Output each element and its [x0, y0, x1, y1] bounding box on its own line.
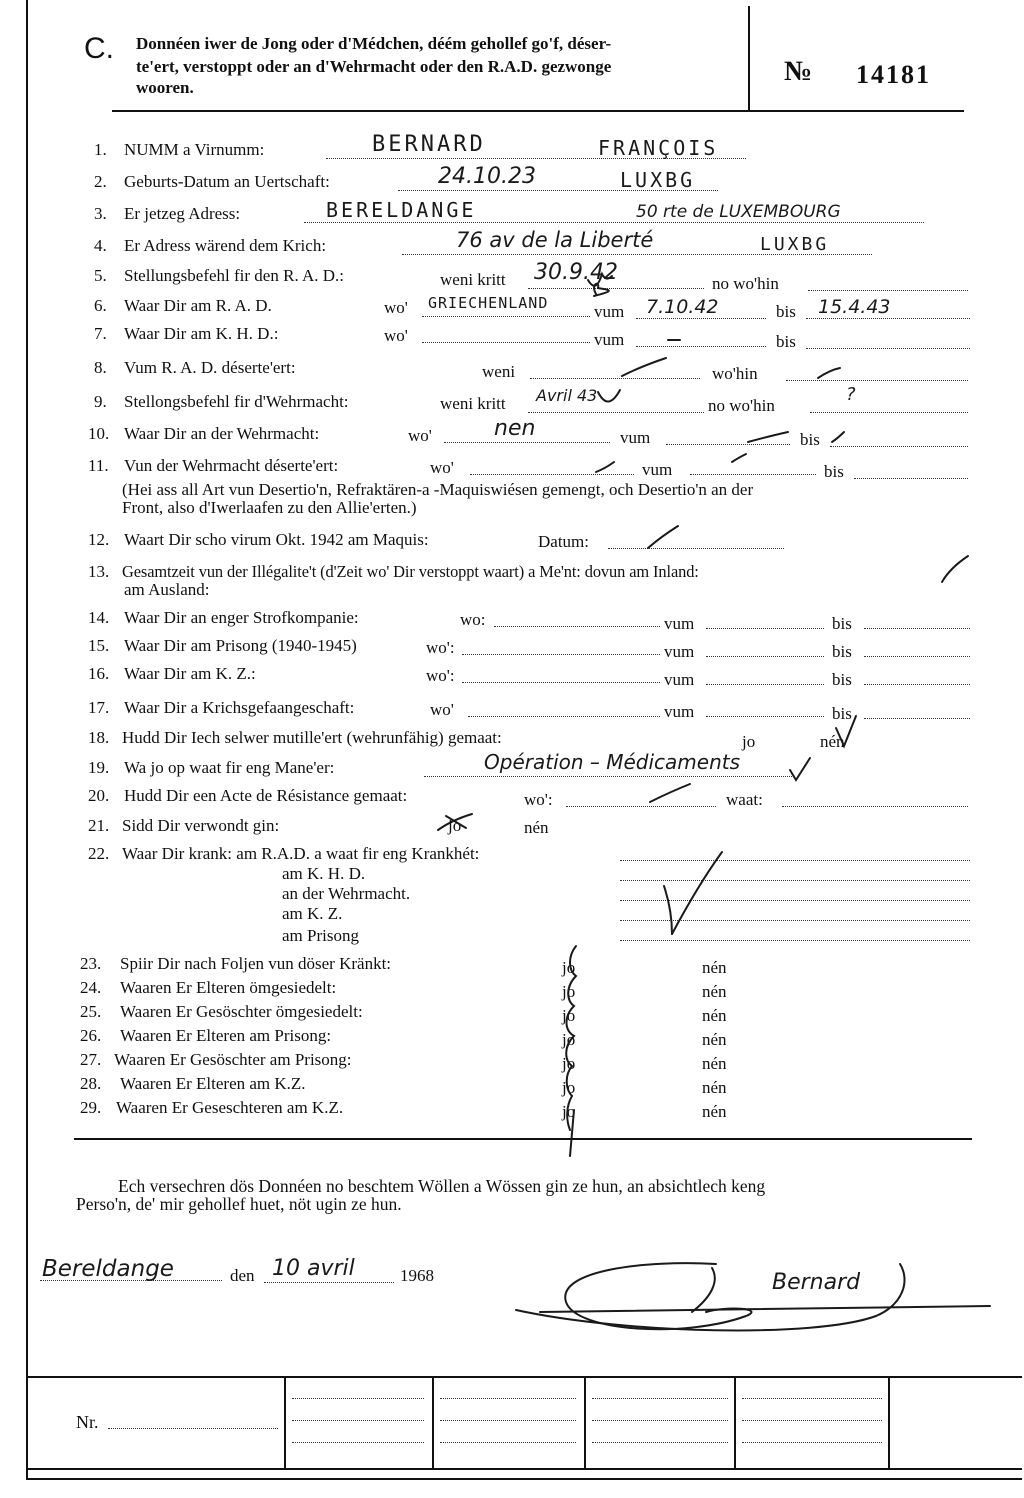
section-title-line1: Donnéen iwer de Jong oder d'Médchen, déém gehollef go'f, déser-	[136, 34, 612, 53]
field-label: bis	[832, 670, 852, 689]
option-jo: jo	[562, 1006, 576, 1025]
year: 1968	[400, 1266, 434, 1285]
row-label: Stellongsbefehl fir d'Wehrmacht:	[124, 392, 349, 411]
field-label: weni	[482, 362, 516, 381]
row-number: 6.	[94, 296, 107, 315]
row-label: Er jetzeg Adress:	[124, 204, 241, 223]
field-label: vum	[664, 670, 695, 689]
row-number: 14.	[88, 608, 110, 627]
row-number: 20.	[88, 786, 110, 805]
table-row-line	[742, 1442, 882, 1443]
illness-sub: an der Wehrmacht.	[282, 884, 411, 903]
handwritten-name: BERNARD	[372, 132, 486, 157]
row-label-cont: am Ausland:	[124, 580, 210, 599]
handwritten-rad-to: 15.4.43	[818, 296, 891, 318]
form-number: 14181	[856, 60, 931, 89]
section-title-line2: te'ert, verstoppt oder an d'Wehrmacht oder den R.A.D. gezwonge	[136, 57, 612, 76]
option-nen: nén	[702, 1102, 727, 1121]
handwritten-method: Opération – Médicaments	[484, 750, 741, 774]
handwritten-rad-date: 30.9.42	[534, 260, 618, 285]
page-edge-bottom	[26, 1478, 1022, 1480]
handwritten-wehrmacht-date: Avril 43	[536, 386, 598, 405]
declaration-line2: Perso'n, de' mir gehollef huet, nöt ugin ze hun.	[76, 1194, 402, 1214]
row-number: 23.	[80, 954, 102, 973]
row-number: 4.	[94, 236, 107, 255]
row-number: 29.	[80, 1098, 102, 1117]
row-label: Er Adress wärend dem Krich:	[124, 236, 327, 255]
row-label: Gesamtzeit vun der Illégalite't (d'Zeit wo' Dir verstoppt waart) a Me'nt: dovun am Inland:	[122, 562, 699, 581]
row-number: 7.	[94, 324, 107, 343]
declaration-line1: Ech versechren dös Donnéen no beschtem Wöllen a Wössen gin ze hun, an absichtlech keng	[118, 1176, 766, 1196]
row-number: 18.	[88, 728, 110, 747]
row-number: 17.	[88, 698, 110, 717]
row-label: Sidd Dir verwondt gin:	[122, 816, 280, 835]
footer-nr-label: Nr.	[76, 1412, 99, 1432]
table-row-line	[592, 1420, 728, 1421]
den-label: den	[230, 1266, 255, 1285]
row-number: 19.	[88, 758, 110, 777]
field-label: bis	[776, 332, 796, 351]
row-number: 1.	[94, 140, 107, 159]
row-label: Hudd Dir Iech selwer mutille'ert (wehrunfähig) gemaat:	[122, 728, 502, 747]
row-label: NUMM a Virnumm:	[124, 140, 265, 159]
handwritten-address: BERELDANGE	[326, 198, 477, 222]
field-label: waat:	[726, 790, 763, 809]
table-col	[432, 1376, 434, 1468]
field-label: Datum:	[538, 532, 589, 551]
row-number: 21.	[88, 816, 110, 835]
table-row-line	[742, 1398, 882, 1399]
field-label: wo'	[430, 700, 454, 719]
field-label: bis	[776, 302, 796, 321]
option-nen: nén	[820, 732, 845, 751]
row-label: Waart Dir scho virum Okt. 1942 am Maquis:	[124, 530, 429, 549]
option-nen: nén	[702, 1054, 727, 1073]
table-col	[584, 1376, 586, 1468]
row-number: 3.	[94, 204, 107, 223]
field-label: vum	[664, 642, 695, 661]
field-label: wo':	[426, 638, 455, 657]
field-label: vum	[664, 702, 695, 721]
row-label: Waaren Er Elteren ömgesiedelt:	[120, 978, 337, 997]
option-nen: nén	[524, 818, 549, 837]
row-number: 10.	[88, 424, 110, 443]
field-label: bis	[832, 614, 852, 633]
row-number: 24.	[80, 978, 102, 997]
option-jo: jo	[562, 982, 576, 1001]
row-number: 9.	[94, 392, 107, 411]
row-number: 5.	[94, 266, 107, 285]
row-label: Vun der Wehrmacht déserte'ert:	[124, 456, 339, 475]
handwritten-question-mark: ?	[846, 384, 856, 405]
option-jo: jo	[562, 958, 576, 977]
field-label: bis	[824, 462, 844, 481]
row-label: Waar Dir an enger Strofkompanie:	[124, 608, 359, 627]
row-label: Waar Dir a Krichsgefaangeschaft:	[124, 698, 355, 717]
field-label: weni kritt	[440, 270, 506, 289]
number-symbol: №	[784, 56, 813, 87]
table-row-line	[292, 1420, 424, 1421]
field-label: wo'	[430, 458, 454, 477]
option-nen: nén	[702, 1078, 727, 1097]
row-number: 26.	[80, 1026, 102, 1045]
handwritten-birthdate: 24.10.23	[438, 164, 536, 189]
signature-text: Bernard	[772, 1270, 861, 1295]
table-row-line	[742, 1420, 882, 1421]
field-label: bis	[832, 642, 852, 661]
option-nen: nén	[702, 1030, 727, 1049]
row-number: 2.	[94, 172, 107, 191]
option-nen: nén	[702, 1006, 727, 1025]
row-number: 27.	[80, 1050, 102, 1069]
handwritten-firstname: FRANÇOIS	[598, 136, 719, 160]
row-label: Spiir Dir nach Foljen vun döser Kränkt:	[120, 954, 392, 973]
row-label: Waar Dir am K. Z.:	[124, 664, 256, 683]
table-row-line	[292, 1398, 424, 1399]
desertion-note-cont: Front, also d'Iwerlaafen zu den Allie'erten.)	[122, 498, 417, 517]
option-jo: jo	[562, 1054, 576, 1073]
field-label: wo'	[384, 298, 408, 317]
field-label: vum	[664, 614, 695, 633]
table-bottom	[28, 1468, 1022, 1470]
field-label: vum	[620, 428, 651, 447]
row-label: Waar Dir am Prisong (1940-1945)	[124, 636, 357, 655]
option-nen: nén	[702, 982, 727, 1001]
row-label: Waaren Er Geseschteren am K.Z.	[116, 1098, 344, 1117]
row-label: Wa jo op waat fir eng Mane'er:	[124, 758, 335, 777]
section-letter: C.	[84, 32, 114, 65]
illness-sub: am K. H. D.	[282, 864, 366, 883]
table-col	[734, 1376, 736, 1468]
option-nen: nén	[702, 958, 727, 977]
field-label: wo'	[384, 326, 408, 345]
table-col	[888, 1376, 890, 1468]
row-label: Stellungsbefehl fir den R. A. D.:	[124, 266, 345, 285]
row-number: 22.	[88, 844, 110, 863]
handwritten-birthplace: LUXBG	[620, 168, 696, 192]
handwritten-address-street: 50 rte de LUXEMBOURG	[636, 202, 841, 222]
field-label: vum	[594, 330, 625, 349]
table-row-line	[292, 1442, 424, 1443]
handwritten-war-address: 76 av de la Liberté	[456, 228, 654, 252]
handwritten-rad-location: GRIECHENLAND	[428, 294, 549, 312]
field-label: bis	[832, 704, 852, 723]
field-label: wo':	[524, 790, 553, 809]
field-label: no wo'hin	[708, 396, 775, 415]
field-label: vum	[594, 302, 625, 321]
illness-sub: am Prisong	[282, 926, 359, 945]
handwritten-rad-from: 7.10.42	[646, 296, 719, 318]
row-label: Waaren Er Elteren am Prisong:	[120, 1026, 332, 1045]
table-row-line	[592, 1442, 728, 1443]
row-number: 8.	[94, 358, 107, 377]
fill-line	[108, 1428, 278, 1429]
illness-sub: am K. Z.	[282, 904, 343, 923]
row-number: 11.	[88, 456, 109, 475]
page-edge-left	[26, 0, 28, 1480]
table-col	[284, 1376, 286, 1468]
row-label: Waar Dir krank: am R.A.D. a waat fir eng Krankhét:	[122, 844, 480, 863]
row-label: Geburts-Datum an Uertschaft:	[124, 172, 330, 191]
row-label: Waaren Er Elteren am K.Z.	[120, 1074, 306, 1093]
field-label: wo'hin	[712, 364, 758, 383]
row-number: 15.	[88, 636, 110, 655]
row-label: Waaren Er Gesöschter am Prisong:	[114, 1050, 352, 1069]
row-label: Waar Dir an der Wehrmacht:	[124, 424, 320, 443]
table-row-line	[440, 1398, 576, 1399]
table-row-line	[440, 1420, 576, 1421]
option-jo: jo	[742, 732, 756, 751]
option-jo: jo	[562, 1030, 576, 1049]
field-label: wo:	[460, 610, 486, 629]
option-jo: jo	[562, 1078, 576, 1097]
row-number: 28.	[80, 1074, 102, 1093]
field-label: bis	[800, 430, 820, 449]
option-jo: jo	[448, 816, 462, 835]
handwritten-war-city: LUXBG	[760, 234, 830, 255]
section-title-line3: wooren.	[136, 78, 194, 97]
field-label: wo'	[408, 426, 432, 445]
field-label: wo':	[426, 666, 455, 685]
table-top	[28, 1376, 1022, 1378]
row-number: 12.	[88, 530, 110, 549]
field-label: weni kritt	[440, 394, 506, 413]
row-label: Waar Dir am K. H. D.:	[124, 324, 279, 343]
row-label: Vum R. A. D. déserte'ert:	[124, 358, 296, 377]
row-label: Hudd Dir een Acte de Résistance gemaat:	[124, 786, 408, 805]
handwritten-wehrmacht-location: nen	[494, 416, 536, 441]
row-label: Waar Dir am R. A. D.	[124, 296, 272, 315]
row-number: 25.	[80, 1002, 102, 1021]
row-number: 16.	[88, 664, 110, 683]
table-row-line	[592, 1398, 728, 1399]
field-label: no wo'hin	[712, 274, 779, 293]
handwritten-place: Bereldange	[42, 1256, 174, 1282]
desertion-note: (Hei ass all Art vun Desertio'n, Refraktären-a -Maquiswiésen gemengt, och Desertio'n an der	[122, 480, 754, 499]
table-row-line	[440, 1442, 576, 1443]
field-label: vum	[642, 460, 673, 479]
row-label: Waaren Er Gesöschter ömgesiedelt:	[120, 1002, 363, 1021]
option-jo: jo	[562, 1102, 576, 1121]
handwritten-date: 10 avril	[272, 1256, 355, 1281]
row-number: 13.	[88, 562, 110, 581]
